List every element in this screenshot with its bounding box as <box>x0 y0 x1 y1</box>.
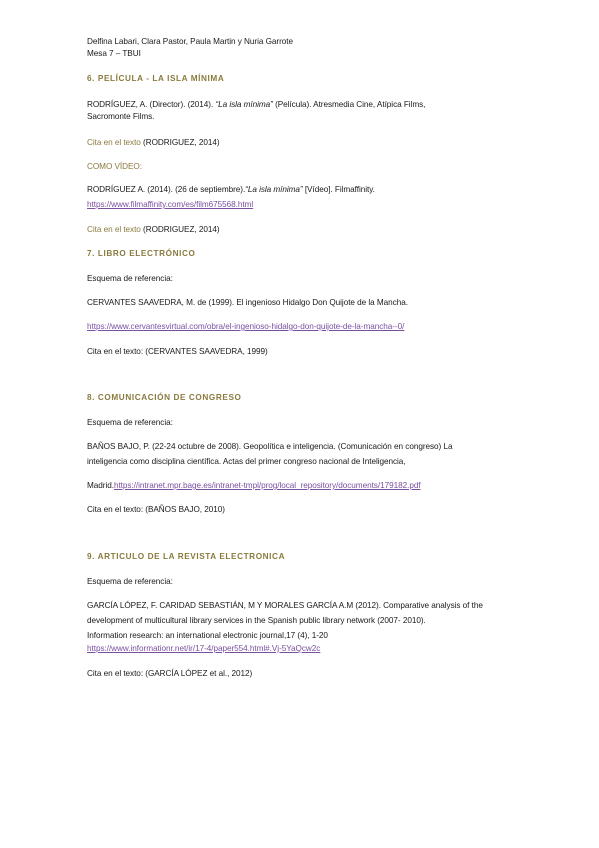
section-8-title: 8. COMUNICACIÓN DE CONGRESO <box>87 393 242 402</box>
s9-reference-line2: development of multicultural library services in the Spanish public library network (2007- 2010). <box>87 616 426 625</box>
s9-citation: Cita en el texto: (GARCÍA LÓPEZ et al., 2012) <box>87 669 253 678</box>
s6-cite2-value: (RODRIGUEZ, 2014) <box>140 225 220 234</box>
section-9-title: 9. ARTICULO DE LA REVISTA ELECTRONICA <box>87 552 286 561</box>
s6-cite-label: Cita en el texto <box>87 138 141 147</box>
group-line: Mesa 7 – TBUI <box>87 49 141 58</box>
s9-reference-line3: Information research: an international electronic journal,17 (4), 1-20 <box>87 631 328 640</box>
s6-video-title: COMO VÍDEO: <box>87 162 142 171</box>
s6-cite-value: (RODRIGUEZ, 2014) <box>140 138 220 147</box>
s6-video-citation <box>87 224 220 235</box>
s6-cite2-label: Cita en el texto <box>87 225 141 234</box>
s8-link[interactable]: https://intranet.mpr.bage.es/intranet-tmpl/prog/local_repository/documents/179182.pdf <box>113 481 421 490</box>
s6-ref-title: “La isla mínima” <box>215 100 273 109</box>
s6-video-rest: [Vídeo]. Filmaffinity. <box>302 185 375 194</box>
section-6-title: 6. PELÍCULA - LA ISLA MÍNIMA <box>87 74 225 83</box>
s6-ref-rest: (Película). Atresmedia Cine, Atípica Films, <box>272 100 426 109</box>
s7-scheme-label: Esquema de referencia: <box>87 274 173 283</box>
s9-scheme-label: Esquema de referencia: <box>87 577 173 586</box>
s6-video-link[interactable]: https://www.filmaffinity.com/es/film675568.html <box>87 200 254 209</box>
s7-citation: Cita en el texto: (CERVANTES SAAVEDRA, 1999) <box>87 347 268 356</box>
s6-reference-line2: Sacromonte Films. <box>87 112 155 121</box>
s6-video-film-title: “La isla mínima” <box>245 185 303 194</box>
s7-link[interactable]: https://www.cervantesvirtual.com/obra/el-ingenioso-hidalgo-don-quijote-de-la-mancha--0/ <box>87 322 405 331</box>
authors-line: Delfina Labari, Clara Pastor, Paula Martin y Nuria Garrote <box>87 37 293 46</box>
s8-reference-line1: BAÑOS BAJO, P. (22-24 octubre de 2008). Geopolítica e inteligencia. (Comunicación en congreso) La <box>87 442 453 451</box>
s8-ref-city: Madrid. <box>87 481 114 490</box>
s6-reference-line1 <box>87 99 425 110</box>
s8-reference-line3 <box>87 480 421 491</box>
s7-reference: CERVANTES SAAVEDRA, M. de (1999). El ingenioso Hidalgo Don Quijote de la Mancha. <box>87 298 408 307</box>
s6-video-reference <box>87 184 375 195</box>
s8-reference-line2: inteligencia como disciplina científica. Actas del primer congreso nacional de Inteligencia, <box>87 457 406 466</box>
s6-ref-authors: RODRÍGUEZ, A. (Director). (2014). <box>87 100 216 109</box>
s9-link[interactable]: https://www.informationr.net/ir/17-4/paper554.html#.Vj-5YaQcw2c <box>87 644 321 653</box>
section-7-title: 7. LIBRO ELECTRÓNICO <box>87 249 196 258</box>
s8-scheme-label: Esquema de referencia: <box>87 418 173 427</box>
s9-reference-line1: GARCÍA LÓPEZ, F. CARIDAD SEBASTIÁN, M Y MORALES GARCÍA A.M (2012). Comparative analysis of the <box>87 601 483 610</box>
s8-citation: Cita en el texto: (BAÑOS BAJO, 2010) <box>87 505 225 514</box>
s6-citation <box>87 137 220 148</box>
s6-video-authors: RODRÍGUEZ A. (2014). (26 de septiembre). <box>87 185 246 194</box>
